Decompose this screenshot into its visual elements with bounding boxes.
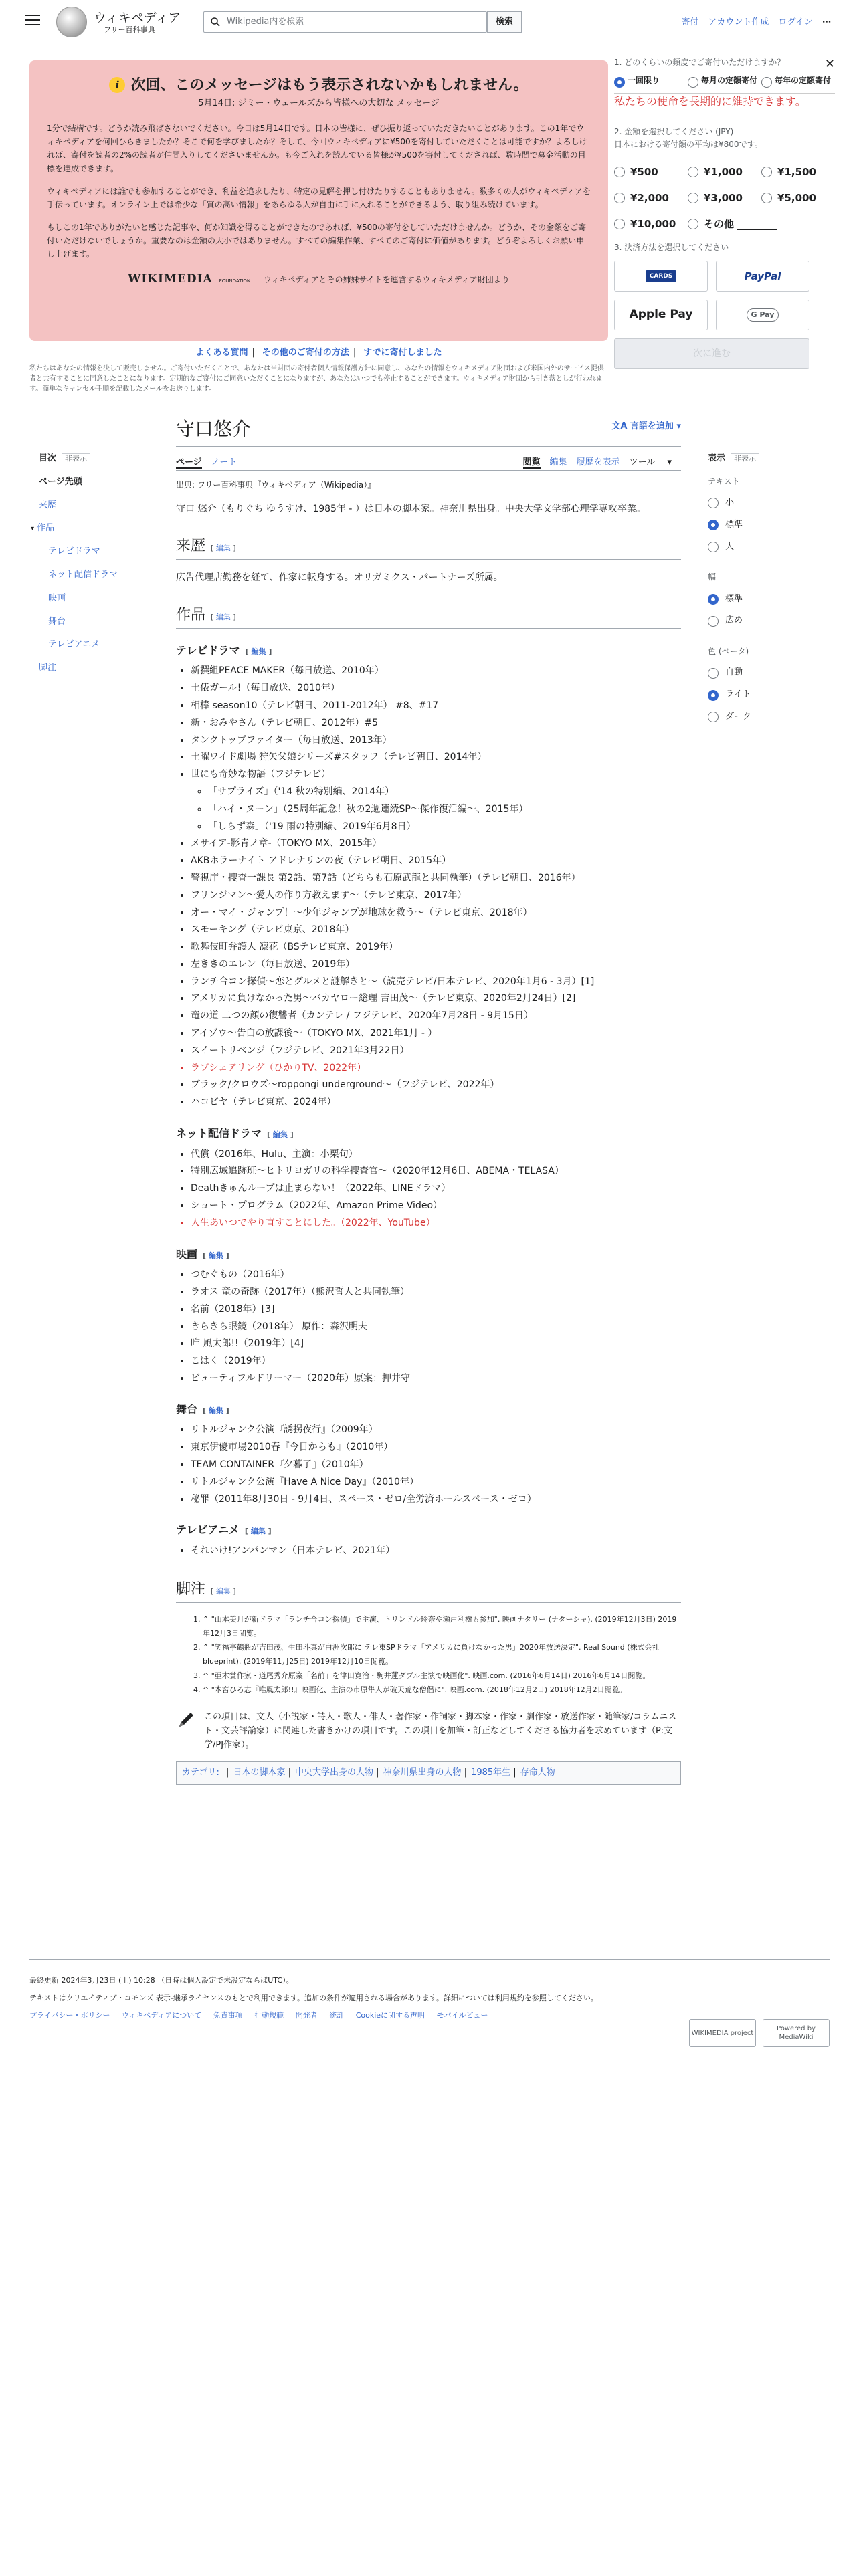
tab-tools[interactable]: ツール ▾ — [629, 457, 672, 467]
width-option[interactable]: 広め — [708, 614, 828, 628]
more-options-icon[interactable]: ⋯ — [822, 17, 831, 27]
frequency-monthly[interactable]: 毎月の定額寄付 — [688, 76, 761, 88]
list-item[interactable]: • 竜の道 二つの顔の復讐者（カンテレ / フジテレビ、2020年7月28日 - 9月15日） — [191, 1008, 681, 1025]
create-account-link[interactable]: アカウント作成 — [708, 17, 769, 27]
section-heading: 脚注 [ 編集 ] — [176, 1578, 681, 1603]
edit-section-link[interactable]: 編集 — [208, 1251, 223, 1260]
radio-icon — [708, 542, 719, 552]
reference-item[interactable]: 1. ^ "山本美月が新ドラマ「ランチ合コン探偵」で主演、トリンドル玲奈や瀬戸利樹も参加". 映画ナタリー (ナターシャ). (2019年12月3日) 2019年12月3日閲覧。 — [203, 1612, 681, 1640]
category-link[interactable]: 1985年生 — [471, 1767, 511, 1778]
tab-page[interactable]: ページ — [176, 457, 202, 467]
info-icon: i — [109, 77, 125, 93]
footer-link[interactable]: Cookieに関する声明 — [355, 2011, 425, 2020]
section-heading: 作品 [ 編集 ] — [176, 603, 681, 629]
footer-link[interactable]: 開発者 — [295, 2011, 318, 2020]
last-modified: 最終更新 2024年3月23日 (土) 10:28 （日時は個人設定で未設定ならばUTC）。 — [29, 1976, 294, 1985]
license-text: テキストはクリエイティブ・コモンズ 表示-継承ライセンスのもとで利用できます。追加の条件が適用される場合があります。詳細については利用規約を参照してください。 — [29, 1994, 598, 2002]
toc-item[interactable]: 脚注 — [39, 663, 57, 673]
toc-hide-button[interactable]: 非表示 — [62, 453, 90, 463]
radio-icon — [614, 193, 625, 203]
donation-banner — [29, 60, 608, 341]
footer-link[interactable]: 統計 — [329, 2011, 345, 2020]
radio-icon — [688, 77, 698, 88]
subsection-heading: テレビアニメ [ 編集 ] — [176, 1523, 272, 1537]
color-option[interactable]: 自動 — [708, 666, 828, 680]
text-size-label: テキスト — [708, 476, 740, 486]
login-link[interactable]: ログイン — [778, 17, 813, 27]
list-item[interactable]: • フリンジマン〜愛人の作り方教えます〜（テレビ東京、2017年） — [191, 887, 681, 905]
list-item[interactable]: • 秘罪（2011年8月30日 - 9月4日、スペース・ゼロ/全労済ホールスペース・ゼロ） — [191, 1491, 681, 1509]
header — [0, 0, 859, 47]
list-item[interactable]: • 人生あいつでやり直すことにした。（2022年、YouTube） — [191, 1215, 681, 1232]
donation-form — [614, 56, 835, 369]
credit-card-icon: CARDS — [646, 270, 676, 282]
list-item[interactable]: • スモーキング（テレビ東京、2018年） — [191, 922, 681, 939]
list-item[interactable]: • ブラック/クロウズ〜roppongi underground〜（フジテレビ、2022年） — [191, 1077, 681, 1094]
list-item[interactable]: • ショート・プログラム（2022年、Amazon Prime Video） — [191, 1198, 681, 1215]
category-label[interactable]: カテゴリ: — [182, 1767, 219, 1778]
list-item[interactable]: • 歌舞伎町弁護人 凛花（BSテレビ東京、2019年） — [191, 939, 681, 956]
list-item[interactable]: • つむぐもの（2016年） — [191, 1267, 681, 1284]
list-item: • リトルジャンク公演『誘拐夜行』（2009年） — [191, 1422, 681, 1439]
subsection-heading: テレビドラマ [ 編集 ] — [176, 643, 272, 657]
radio-icon — [688, 219, 698, 229]
toc-item[interactable]: 舞台 — [48, 616, 66, 627]
list-item[interactable]: • 左ききのエレン（毎日放送、2019年） — [191, 956, 681, 974]
radio-selected-icon — [708, 520, 719, 530]
frequency-question: 1. どのくらいの頻度でご寄付いただけますか？ — [614, 58, 785, 67]
lead-paragraph: 守口 悠介（もりぐち ゆうすけ、1985年 - ）は日本の脚本家。神奈川県出身。中央大学文学部心理学専攻卒業。 — [176, 503, 646, 514]
category-link[interactable]: 神奈川県出身の人物 — [383, 1767, 462, 1778]
list-item: • リトルジャンク公演『Have A Nice Day』（2010年） — [191, 1474, 681, 1491]
article-content — [176, 415, 681, 1785]
edit-section-link[interactable]: 編集 — [215, 612, 231, 621]
color-option[interactable]: ライト — [708, 688, 828, 702]
article-source: 出典: フリー百科事典『ウィキペディア（Wikipedia）』 — [176, 479, 376, 490]
pen-icon — [176, 1710, 196, 1730]
color-option[interactable]: ダーク — [708, 710, 828, 724]
mission-text: 私たちの使命を長期的に維持できます。 — [614, 93, 835, 108]
amount-option[interactable]: ¥2,000 — [614, 190, 688, 206]
radio-icon — [688, 193, 698, 203]
powered-by-mediawiki-badge[interactable]: Powered by MediaWiki — [763, 2019, 830, 2047]
menu-icon[interactable] — [25, 15, 40, 25]
text-size-option[interactable]: 標準 — [708, 518, 828, 532]
reference-item[interactable]: 3. ^ "亜木賞作家・道尾秀介原案「名前」を津田寛治・駒井蓮ダブル主演で映画化". 映画.com. (2016年6月14日) 2016年6月14日閲覧。 — [203, 1669, 681, 1683]
history-paragraph: 広告代理店勤務を経て、作家に転身する。オリガミクス・パートナーズ所属。 — [176, 572, 503, 584]
wikipedia-logo[interactable] — [56, 7, 87, 37]
site-subtitle: フリー百科事典 — [104, 25, 155, 34]
list-item[interactable]: • 名前（2018年）[3] — [191, 1301, 681, 1319]
donate-link[interactable]: 寄付 — [681, 17, 699, 27]
list-item[interactable]: • きらきら眼鏡（2018年） 原作：森沢明夫 — [191, 1319, 681, 1336]
list-item[interactable]: • オー・マイ・ジャンプ！〜少年ジャンプが地球を救う〜（テレビ東京、2018年） — [191, 905, 681, 922]
edit-section-link[interactable]: 編集 — [208, 1406, 223, 1415]
search-button[interactable]: 検索 — [487, 11, 522, 33]
text-size-option[interactable]: 大 — [708, 540, 828, 554]
tab-history[interactable]: 履歴を表示 — [576, 457, 620, 467]
edit-section-link[interactable]: 編集 — [250, 1527, 266, 1536]
banner-subtitle: 5月14日: ジミー・ウェールズから皆様への大切な メッセージ — [198, 98, 440, 109]
search-icon — [211, 17, 220, 27]
radio-icon — [614, 167, 625, 177]
toc-item[interactable]: 来歴 — [39, 500, 57, 510]
list-item: • TEAM CONTAINER『夕暮了』（2010年） — [191, 1457, 681, 1474]
list-item[interactable]: • ビューティフルドリーマー（2020年）原案：押井守 — [191, 1370, 681, 1388]
footer-link[interactable]: 行動規範 — [254, 2011, 284, 2020]
pay-googlepay-button[interactable]: G Pay — [716, 300, 809, 330]
footer — [29, 1959, 830, 2041]
other-amount-input[interactable] — [737, 218, 777, 230]
toc-item[interactable]: ページ先頭 — [39, 476, 82, 487]
list-item[interactable]: • 警視庁・捜査一課長 第2話、第7話（どちらも石原武龍と共同執筆）（テレビ朝日、2016年） — [191, 870, 681, 887]
subsection-heading: 舞台 [ 編集 ] — [176, 1402, 229, 1416]
list-item[interactable]: • 特別広域追跡班〜ヒトリヨガリの科学捜査官〜（2020年12月6日、ABEMA・TELASA） — [191, 1163, 681, 1180]
amount-question: 2. 金額を選択してください (JPY) — [614, 127, 734, 137]
frequency-yearly[interactable]: 毎年の定額寄付 — [761, 76, 835, 88]
banner-paragraph: ウィキペディアには誰でも参加することができ、利益を追求したり、特定の見解を押し付けたりすることもありません。数多くの人がウィキペディアを手伝っています。オンライン上では希少な「質の高い情報」をあらゆる人が自由に手に入れることができるよう、取り組み続けています。 — [47, 186, 591, 209]
toc-item[interactable]: ネット配信ドラマ — [48, 569, 118, 580]
wikimedia-foundation-logo: WIKIMEDIA FOUNDATION ウィキペディアとその姉妹サイトを運営するウィキメディア財団より — [128, 272, 510, 286]
stub-notice: この項目は、文人（小説家・詩人・歌人・俳人・著作家・作詞家・脚本家・作家・劇作家・放送作家・随筆家/コラムニスト・文芸評論家）に関連した書きかけの項目です。この項目を加筆・訂正などしてくださる協力者を求めています（P:文学/PJ作家）。 — [176, 1710, 681, 1752]
footer-link[interactable]: 免責事項 — [213, 2011, 243, 2020]
list-item[interactable]: • 相棒 season10（テレビ朝日、2011-2012年） #8、#17 — [191, 697, 681, 715]
list-item[interactable]: • ラブシェアリング（ひかりTV、2022年） — [191, 1060, 681, 1077]
pay-applepay-button[interactable]: Apple Pay — [614, 300, 708, 330]
amount-option[interactable]: ¥10,000 — [614, 216, 688, 232]
footer-link[interactable]: プライバシー・ポリシー — [29, 2011, 110, 2020]
chevron-down-icon[interactable]: ▾ — [31, 525, 35, 533]
stage-list — [176, 1422, 681, 1508]
radio-selected-icon — [614, 77, 625, 88]
list-item[interactable]: • ラオス 竜の奇跡（2017年）（熊沢誓人と共同執筆） — [191, 1284, 681, 1301]
list-item[interactable]: • スイートリベンジ（フジテレビ、2021年3月22日） — [191, 1043, 681, 1060]
table-of-contents — [31, 452, 132, 675]
pay-card-button[interactable] — [614, 261, 708, 292]
amount-option[interactable]: ¥1,500 — [761, 164, 835, 180]
list-item[interactable]: • 土曜ワイド劇場 狩矢父娘シリーズ#スタッフ（テレビ朝日、2014年） — [191, 749, 681, 766]
section-heading: 来歴 [ 編集 ] — [176, 534, 681, 560]
list-item[interactable]: • アメリカに負けなかった男〜バカヤロー総理 吉田茂〜（テレビ東京、2020年2月24日）[2] — [191, 990, 681, 1008]
list-item[interactable]: • ハコビヤ（テレビ東京、2024年） — [191, 1094, 681, 1111]
toc-item[interactable]: 映画 — [48, 593, 66, 603]
anime-list — [176, 1543, 681, 1560]
radio-icon — [708, 712, 719, 722]
appearance-title: 表示 — [708, 453, 726, 463]
banner-paragraph: 1分で結構です。どうか読み飛ばさないでください。今日は5月14日です。日本の皆様に、ぜひ振り返っていただきたいことがあります。この1年でウィキペディアを何回ひらきましたか？そこで何を学びましたか？そして、今回ウィキペディアに¥500を寄付していただくことは可能ですか？よろしければ、寄付を読者の2%の読者が仲間入りしてくださいませんか。も今ご入れを読んでいる皆様が¥500を寄付してくだされば、数時間で募金活動の目標を達成できます。 — [47, 123, 587, 173]
subsection-heading: ネット配信ドラマ [ 編集 ] — [176, 1127, 294, 1140]
list-item[interactable]: ◦ 「サプライズ」（'14 秋の特別編、2014年） — [208, 784, 681, 801]
text-size-option[interactable]: 小 — [708, 496, 828, 510]
appearance-panel — [708, 452, 828, 724]
translate-icon: 文A — [611, 421, 628, 431]
list-item[interactable]: • それいけ!アンパンマン（日本テレビ、2021年） — [191, 1543, 681, 1560]
banner-paragraph: もしこの1年でありがたいと感じた記事や、何か知識を得ることができたのであれば、¥500の寄付をしていただけませんか。どうか、その金額をご寄付いただけないでしょうか。重要なのは金額の大小ではありません。すべての編集作業、すべてのご寄付に価値があります。どうぞよろしくお願い申し上げます。 — [47, 222, 586, 259]
appearance-hide-button[interactable]: 非表示 — [731, 453, 759, 463]
list-item[interactable]: ◦ 「しらず森」（'19 雨の特別編、2019年6月8日） — [208, 819, 681, 836]
faq-link[interactable]: よくある質問 — [195, 348, 248, 358]
wikimedia-project-badge[interactable]: WIKIMEDIA project — [689, 2019, 756, 2047]
list-item[interactable]: • Deathきゅんループは止まらない！（2022年、LINEドラマ） — [191, 1180, 681, 1198]
category-box: カテゴリ: | 日本の脚本家 | 中央大学出身の人物 | 神奈川県出身の人物 | 1985年生 | 存命人物 — [176, 1761, 681, 1785]
list-item: • 東京伊優市場2010春『今日からも』（2010年） — [191, 1439, 681, 1457]
frequency-once[interactable]: 一回限り — [614, 76, 688, 88]
other-ways-link[interactable]: その他のご寄付の方法 — [262, 348, 349, 358]
legal-text: 私たちはあなたの情報を決して販売しません。ご寄付いただくことで、あなたは当財団の寄付者個人情報保護方針に同意し、あなたの情報をウィキメディア財団および米国内外のサービス提供者と共有することに同意したことになります。定期的なご寄付にご同意いただくことになりますが、あなたはいつでも停止することができます。ウィキメディア財団から引き落としが行われます。簡単なキャンセル手順を記載したメールをお送りします。 — [29, 365, 604, 393]
banner-signature: ウィキペディアとその姉妹サイトを運営するウィキメディア財団より — [264, 274, 510, 284]
page-tabs — [176, 449, 681, 471]
radio-icon — [708, 498, 719, 508]
banner-links: よくある質問 | その他のご寄付の方法 | すでに寄付しました — [195, 348, 442, 358]
amount-option[interactable]: ¥5,000 — [761, 190, 835, 206]
category-link[interactable]: 中央大学出身の人物 — [294, 1767, 373, 1778]
list-item[interactable]: • AKBホラーナイト アドレナリンの夜（テレビ朝日、2015年） — [191, 853, 681, 870]
list-item[interactable]: • 唯 風太郎!!（2019年）[4] — [191, 1335, 681, 1353]
footer-link[interactable]: モバイルビュー — [436, 2011, 488, 2020]
radio-icon — [688, 167, 698, 177]
radio-icon — [761, 77, 772, 88]
page-title: 守口悠介 文A 言語を追加 ▾ — [176, 415, 681, 447]
subsection-heading: 映画 [ 編集 ] — [176, 1247, 229, 1261]
payment-question: 3. 決済方法を選択してください — [614, 242, 729, 252]
edit-section-link[interactable]: 編集 — [251, 647, 266, 656]
width-option[interactable]: 標準 — [708, 593, 828, 607]
amount-average: 日本における寄付額の平均は¥800です。 — [614, 140, 763, 150]
list-item[interactable]: • こはく（2019年） — [191, 1353, 681, 1370]
amount-other[interactable]: その他 — [688, 216, 835, 232]
list-item[interactable]: • 土俵ガール!（毎日放送、2010年） — [191, 680, 681, 697]
category-link[interactable]: 日本の脚本家 — [233, 1767, 286, 1778]
radio-icon — [761, 167, 772, 177]
edit-section-link[interactable]: 編集 — [215, 1586, 231, 1596]
toc-item[interactable]: テレビアニメ — [48, 639, 100, 650]
list-item[interactable]: • アイゾウ〜告白の放課後〜（TOKYO MX、2021年1月 - ） — [191, 1025, 681, 1043]
radio-icon — [761, 193, 772, 203]
radio-icon — [708, 668, 719, 679]
search-input[interactable] — [203, 11, 487, 33]
list-item[interactable]: • メサイア-影青ノ章-（TOKYO MX、2015年） — [191, 835, 681, 853]
tv-drama-list — [176, 663, 681, 1111]
radio-icon — [614, 219, 625, 229]
radio-selected-icon — [708, 690, 719, 701]
list-item[interactable]: ◦ 「ハイ・ヌーン」（25周年記念！秋の2週連続SP〜傑作復活編〜、2015年） — [208, 801, 681, 819]
continue-button[interactable]: 次に進む — [614, 338, 809, 369]
amount-options — [614, 164, 835, 232]
foundation-label: FOUNDATION — [219, 278, 251, 284]
edit-section-link[interactable]: 編集 — [272, 1130, 288, 1140]
site-title[interactable]: ウィキペディア — [94, 11, 181, 25]
radio-icon — [708, 616, 719, 627]
toc-item[interactable]: 作品 — [37, 523, 55, 534]
reference-item[interactable]: 2. ^ "笑福亭鶴瓶が吉田茂、生田斗真が白洲次郎に テレ東SPドラマ「アメリカに負けなかった男」2020年放送決定". Real Sound (株式会社blueprint). (2019年11月25日) 2019年12月10日閲覧。 — [203, 1640, 681, 1669]
tab-talk[interactable]: ノート — [211, 457, 237, 467]
list-item[interactable]: • タンクトップファイター（毎日放送、2013年） — [191, 732, 681, 750]
toc-title: 目次 — [39, 453, 57, 463]
footer-link[interactable]: ウィキペディアについて — [121, 2011, 202, 2020]
banner-headline: i 次回、このメッセージはもう表示されないかもしれません。 — [47, 74, 591, 97]
list-item[interactable]: • 新撰組PEACE MAKER（毎日放送、2010年） — [191, 663, 681, 680]
film-list — [176, 1267, 681, 1388]
edit-section-link[interactable]: 編集 — [215, 543, 231, 552]
already-donated-link[interactable]: すでに寄付しました — [363, 348, 442, 358]
net-drama-list — [176, 1146, 681, 1232]
pay-paypal-button[interactable]: PayPal — [716, 261, 809, 292]
radio-selected-icon — [708, 594, 719, 605]
toc-item[interactable]: テレビドラマ — [48, 546, 100, 557]
tab-read[interactable]: 閲覧 — [522, 457, 541, 467]
search-placeholder: Wikipedia内を検索 — [227, 17, 304, 27]
amount-option[interactable]: ¥3,000 — [688, 190, 761, 206]
list-item[interactable]: • ランチ合コン探偵〜恋とグルメと謎解きと〜（読売テレビ/日本テレビ、2020年1月6 - 3月）[1] — [191, 974, 681, 991]
width-label: 幅 — [708, 572, 717, 582]
add-languages-button[interactable]: 文A 言語を追加 ▾ — [611, 421, 681, 431]
list-item[interactable]: • 新・おみやさん（テレビ朝日、2012年）#5 — [191, 715, 681, 732]
amount-option[interactable]: ¥1,000 — [688, 164, 761, 180]
reference-item[interactable]: 4. ^ "本宮ひろ志『唯風太郎!!』映画化、主演の市原隼人が破天荒な僧侶に". 映画.com. (2018年12月2日) 2018年12月2日閲覧。 — [203, 1683, 681, 1697]
color-label: 色 (ベータ) — [708, 647, 749, 657]
list-item[interactable]: • 世にも奇妙な物語（フジテレビ） ◦ 「サプライズ」（'14 秋の特別編、2014年） ◦ 「ハイ・ヌーン」（25周年記念！秋の2週連続SP〜傑作復活編〜、2015年） ◦ 「しらず森」（'19 雨の特別編、2019年6月8日） — [191, 766, 681, 835]
personal-links — [674, 16, 831, 30]
amount-option[interactable]: ¥500 — [614, 164, 688, 180]
close-icon[interactable]: ✕ — [824, 57, 835, 71]
category-link[interactable]: 存命人物 — [520, 1767, 555, 1778]
tab-edit[interactable]: 編集 — [549, 457, 567, 467]
list-item[interactable]: • 代償（2016年、Hulu、主演：小栗旬） — [191, 1146, 681, 1164]
references-list — [176, 1612, 681, 1697]
